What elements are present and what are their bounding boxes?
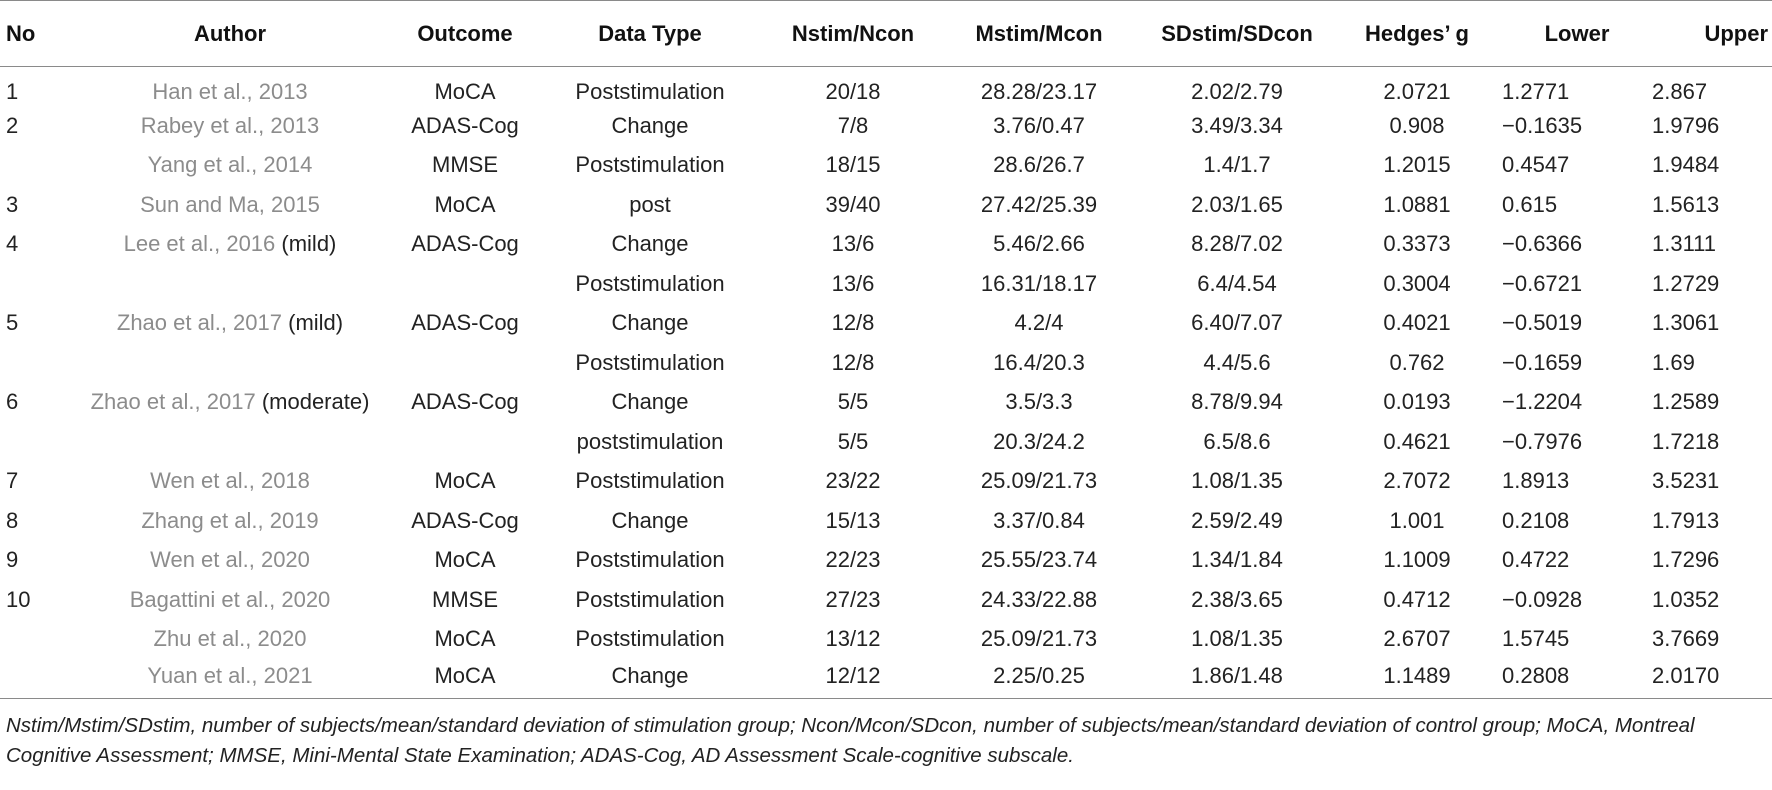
header-author: Author bbox=[60, 1, 400, 67]
cell-m: 27.42/25.39 bbox=[980, 191, 1098, 217]
cell-sd: 6.4/4.54 bbox=[1197, 270, 1277, 296]
cell-outcome: ADAS-Cog bbox=[411, 310, 519, 336]
cell-upper: 1.2589 bbox=[1652, 389, 1720, 415]
cell-no bbox=[0, 146, 60, 186]
cell-lower: 1.8913 bbox=[1502, 468, 1570, 494]
cell-n: 12/8 bbox=[831, 349, 875, 375]
cell-data-type: Change bbox=[611, 310, 689, 336]
cell-outcome: ADAS-Cog bbox=[411, 231, 519, 257]
cell-n: 12/8 bbox=[831, 310, 875, 336]
cell-n: 22/23 bbox=[825, 547, 881, 573]
cell-hedges-g: 2.6707 bbox=[1383, 626, 1451, 652]
cell-m: 3.5/3.3 bbox=[1005, 389, 1073, 415]
cell-data-type: Change bbox=[611, 231, 689, 257]
cell-lower: 0.4722 bbox=[1502, 547, 1570, 573]
cell-m: 2.25/0.25 bbox=[936, 659, 1142, 699]
cell-m: 28.6/26.7 bbox=[993, 152, 1085, 178]
cell-author bbox=[60, 580, 400, 620]
cell-outcome: ADAS-Cog bbox=[411, 112, 519, 138]
cell-data-type: Change bbox=[530, 659, 770, 699]
author-reference-link[interactable]: Han et al., 2013 bbox=[152, 78, 308, 104]
cell-upper: 2.867 bbox=[1652, 78, 1708, 104]
cell-author bbox=[60, 462, 400, 502]
header-lower: Lower bbox=[1502, 1, 1652, 67]
cell-lower: −0.7976 bbox=[1502, 428, 1583, 454]
cell-data-type: Poststimulation bbox=[575, 270, 725, 296]
cell-data-type: Poststimulation bbox=[575, 586, 725, 612]
cell-lower: 0.615 bbox=[1502, 191, 1558, 217]
cell-hedges-g: 2.0721 bbox=[1383, 78, 1451, 104]
cell-upper: 1.0352 bbox=[1652, 586, 1720, 612]
table-row bbox=[0, 541, 1772, 581]
cell-sd: 6.5/8.6 bbox=[1203, 428, 1271, 454]
cell-outcome: MoCA bbox=[434, 78, 496, 104]
cell-author bbox=[60, 67, 400, 107]
cell-outcome: MMSE bbox=[432, 152, 498, 178]
author-reference-link[interactable]: Zhu et al., 2020 bbox=[153, 626, 307, 652]
cell-lower: 0.2808 bbox=[1502, 659, 1652, 699]
cell-author bbox=[60, 304, 400, 344]
cell-lower: 0.4547 bbox=[1502, 152, 1570, 178]
table-row bbox=[0, 264, 1772, 304]
cell-upper: 1.3061 bbox=[1652, 310, 1720, 336]
cell-sd: 1.4/1.7 bbox=[1203, 152, 1271, 178]
cell-outcome: ADAS-Cog bbox=[411, 389, 519, 415]
cell-lower: −0.5019 bbox=[1502, 310, 1583, 336]
cell-upper: 1.9484 bbox=[1652, 152, 1720, 178]
header-sd: SDstim/SDcon bbox=[1142, 1, 1332, 67]
cell-m: 16.31/18.17 bbox=[980, 270, 1098, 296]
author-reference-link[interactable]: Lee et al., 2016 bbox=[123, 231, 276, 257]
cell-m: 20.3/24.2 bbox=[993, 428, 1085, 454]
cell-outcome: MoCA bbox=[400, 659, 530, 699]
cell-hedges-g: 1.1009 bbox=[1383, 547, 1451, 573]
author-severity-note: (mild) bbox=[282, 310, 344, 336]
cell-data-type: Poststimulation bbox=[575, 626, 725, 652]
cell-lower: −0.1635 bbox=[1502, 112, 1583, 138]
cell-author bbox=[60, 225, 400, 265]
cell-m: 28.28/23.17 bbox=[980, 78, 1098, 104]
cell-outcome: MoCA bbox=[434, 626, 496, 652]
cell-no: 2 bbox=[6, 112, 19, 138]
cell-hedges-g: 0.3373 bbox=[1383, 231, 1451, 257]
cell-no bbox=[0, 659, 60, 699]
cell-upper: 1.7296 bbox=[1652, 547, 1720, 573]
cell-no: 6 bbox=[6, 389, 19, 415]
cell-author bbox=[60, 264, 400, 304]
cell-hedges-g: 1.1489 bbox=[1332, 659, 1502, 699]
table-row bbox=[0, 146, 1772, 186]
cell-hedges-g: 0.4712 bbox=[1383, 586, 1451, 612]
cell-data-type: Poststimulation bbox=[575, 468, 725, 494]
table-row bbox=[0, 659, 1772, 699]
author-reference-link[interactable]: Wen et al., 2020 bbox=[150, 547, 310, 573]
cell-sd: 8.78/9.94 bbox=[1191, 389, 1283, 415]
cell-no: 4 bbox=[6, 231, 19, 257]
cell-outcome: MoCA bbox=[434, 468, 496, 494]
cell-no: 8 bbox=[6, 507, 19, 533]
cell-n: 18/15 bbox=[825, 152, 881, 178]
cell-data-type: Poststimulation bbox=[575, 78, 725, 104]
cell-lower: 0.2108 bbox=[1502, 507, 1570, 533]
author-reference-link[interactable]: Zhao et al., 2017 bbox=[116, 310, 282, 336]
cell-sd: 2.02/2.79 bbox=[1191, 78, 1283, 104]
author-reference-link[interactable]: Yang et al., 2014 bbox=[147, 152, 313, 178]
cell-data-type: Change bbox=[611, 112, 689, 138]
cell-no: 10 bbox=[6, 586, 31, 612]
table-header bbox=[0, 1, 1772, 67]
cell-sd: 3.49/3.34 bbox=[1191, 112, 1283, 138]
author-severity-note: (moderate) bbox=[255, 389, 370, 415]
cell-n: 23/22 bbox=[825, 468, 881, 494]
cell-n: 13/12 bbox=[825, 626, 881, 652]
cell-sd: 1.08/1.35 bbox=[1191, 468, 1283, 494]
cell-author bbox=[60, 501, 400, 541]
cell-m: 16.4/20.3 bbox=[993, 349, 1085, 375]
cell-m: 25.09/21.73 bbox=[980, 626, 1098, 652]
cell-hedges-g: 2.7072 bbox=[1383, 468, 1451, 494]
cell-sd: 1.86/1.48 bbox=[1142, 659, 1332, 699]
table-row bbox=[0, 580, 1772, 620]
cell-lower: −0.6366 bbox=[1502, 231, 1583, 257]
cell-hedges-g: 0.0193 bbox=[1383, 389, 1451, 415]
cell-outcome: MMSE bbox=[432, 586, 498, 612]
table-row bbox=[0, 501, 1772, 541]
cell-author bbox=[60, 541, 400, 581]
cell-upper: 3.7669 bbox=[1652, 626, 1720, 652]
cell-data-type: post bbox=[629, 191, 671, 217]
table-row bbox=[0, 67, 1772, 107]
cell-sd: 2.03/1.65 bbox=[1191, 191, 1283, 217]
table-row bbox=[0, 343, 1772, 383]
header-outcome: Outcome bbox=[400, 1, 530, 67]
cell-upper: 1.7913 bbox=[1652, 507, 1720, 533]
header-data-type: Data Type bbox=[530, 1, 770, 67]
cell-no bbox=[0, 343, 60, 383]
cell-upper: 1.3111 bbox=[1652, 231, 1717, 257]
cell-data-type: poststimulation bbox=[576, 428, 724, 454]
cell-outcome bbox=[400, 264, 530, 304]
cell-sd: 2.38/3.65 bbox=[1191, 586, 1283, 612]
author-reference-link[interactable]: Wen et al., 2018 bbox=[150, 468, 310, 494]
cell-n: 5/5 bbox=[837, 389, 869, 415]
cell-author bbox=[60, 422, 400, 462]
cell-hedges-g: 0.762 bbox=[1389, 349, 1445, 375]
table-row bbox=[0, 620, 1772, 660]
cell-outcome: ADAS-Cog bbox=[411, 507, 519, 533]
cell-n: 7/8 bbox=[837, 112, 869, 138]
cell-sd: 8.28/7.02 bbox=[1191, 231, 1283, 257]
cell-n: 15/13 bbox=[825, 507, 881, 533]
header-hedges-g: Hedges’ g bbox=[1332, 1, 1502, 67]
author-reference-link[interactable]: Zhang et al., 2019 bbox=[141, 507, 319, 533]
cell-hedges-g: 1.2015 bbox=[1383, 152, 1451, 178]
cell-no: 5 bbox=[6, 310, 19, 336]
cell-lower: 1.2771 bbox=[1502, 78, 1570, 104]
cell-m: 3.37/0.84 bbox=[993, 507, 1085, 533]
cell-lower: 1.5745 bbox=[1502, 626, 1570, 652]
cell-n: 20/18 bbox=[825, 78, 881, 104]
cell-n: 5/5 bbox=[837, 428, 869, 454]
cell-n: 12/12 bbox=[770, 659, 936, 699]
author-severity-note: (mild) bbox=[275, 231, 337, 257]
cell-hedges-g: 0.4621 bbox=[1383, 428, 1451, 454]
cell-upper: 1.7218 bbox=[1652, 428, 1720, 454]
header-n: Nstim/Ncon bbox=[770, 1, 936, 67]
cell-lower: −0.0928 bbox=[1502, 586, 1583, 612]
table-row bbox=[0, 304, 1772, 344]
cell-data-type: Change bbox=[611, 507, 689, 533]
cell-author bbox=[60, 106, 400, 146]
author-reference-link[interactable]: Sun and Ma, 2015 bbox=[140, 191, 320, 217]
cell-upper: 1.5613 bbox=[1652, 191, 1720, 217]
cell-author bbox=[60, 185, 400, 225]
cell-upper: 3.5231 bbox=[1652, 468, 1720, 494]
cell-sd: 4.4/5.6 bbox=[1203, 349, 1271, 375]
cell-m: 4.2/4 bbox=[1014, 310, 1064, 336]
cell-no bbox=[0, 422, 60, 462]
cell-author bbox=[60, 620, 400, 660]
cell-upper: 1.2729 bbox=[1652, 270, 1720, 296]
table-row bbox=[0, 462, 1772, 502]
cell-author bbox=[60, 659, 400, 699]
cell-no bbox=[0, 264, 60, 304]
cell-outcome bbox=[400, 343, 530, 383]
cell-m: 25.09/21.73 bbox=[980, 468, 1098, 494]
header-no: No bbox=[0, 1, 60, 67]
cell-hedges-g: 0.4021 bbox=[1383, 310, 1451, 336]
header-upper: Upper bbox=[1652, 1, 1772, 67]
cell-n: 13/6 bbox=[831, 231, 875, 257]
cell-no: 3 bbox=[6, 191, 19, 217]
cell-lower: −0.1659 bbox=[1502, 349, 1583, 375]
cell-n: 39/40 bbox=[825, 191, 881, 217]
cell-outcome: MoCA bbox=[434, 191, 496, 217]
cell-no bbox=[0, 620, 60, 660]
cell-sd: 2.59/2.49 bbox=[1191, 507, 1283, 533]
table-row bbox=[0, 106, 1772, 146]
cell-upper: 2.0170 bbox=[1652, 659, 1772, 699]
cell-data-type: Change bbox=[611, 389, 689, 415]
cell-hedges-g: 0.908 bbox=[1389, 112, 1445, 138]
cell-m: 25.55/23.74 bbox=[980, 547, 1098, 573]
cell-data-type: Poststimulation bbox=[575, 349, 725, 375]
header-row bbox=[0, 1, 1772, 67]
cell-n: 13/6 bbox=[831, 270, 875, 296]
cell-author bbox=[60, 146, 400, 186]
cell-data-type: Poststimulation bbox=[575, 152, 725, 178]
author-reference-link[interactable]: Zhao et al., 2017 bbox=[90, 389, 256, 415]
cell-hedges-g: 1.001 bbox=[1389, 507, 1445, 533]
cell-n: 27/23 bbox=[825, 586, 881, 612]
cell-upper: 1.69 bbox=[1652, 349, 1695, 375]
author-reference-link[interactable]: Yuan et al., 2021 bbox=[147, 662, 313, 688]
table-row bbox=[0, 422, 1772, 462]
cell-lower: −0.6721 bbox=[1502, 270, 1583, 296]
cell-no: 9 bbox=[6, 547, 19, 573]
cell-sd: 1.08/1.35 bbox=[1191, 626, 1283, 652]
cell-outcome bbox=[400, 422, 530, 462]
cell-no: 7 bbox=[6, 468, 19, 494]
table-row bbox=[0, 185, 1772, 225]
cell-sd: 1.34/1.84 bbox=[1191, 547, 1283, 573]
cell-outcome: MoCA bbox=[434, 547, 496, 573]
cell-upper: 1.9796 bbox=[1652, 112, 1720, 138]
cell-hedges-g: 0.3004 bbox=[1383, 270, 1451, 296]
cell-data-type: Poststimulation bbox=[575, 547, 725, 573]
table-row bbox=[0, 225, 1772, 265]
header-m: Mstim/Mcon bbox=[936, 1, 1142, 67]
table-row bbox=[0, 383, 1772, 423]
cell-no: 1 bbox=[6, 78, 19, 104]
author-reference-link[interactable]: Bagattini et al., 2020 bbox=[129, 586, 331, 612]
cell-author bbox=[60, 343, 400, 383]
cell-lower: −1.2204 bbox=[1502, 389, 1583, 415]
table-footnote: Nstim/Mstim/SDstim, number of subjects/mean/standard deviation of stimulation group; Ncon/Mcon/SDcon, number of subjects/mean/standard deviation of control group; MoCA, Montreal Cognitive Assessment; MMSE, Mini-Mental State Examination; ADAS-Cog, AD Assessment Scale-cognitive subscale. bbox=[6, 714, 1695, 767]
cell-m: 5.46/2.66 bbox=[993, 231, 1085, 257]
table-body bbox=[0, 67, 1772, 699]
cell-sd: 6.40/7.07 bbox=[1191, 310, 1283, 336]
cell-m: 24.33/22.88 bbox=[980, 586, 1098, 612]
cell-m: 3.76/0.47 bbox=[993, 112, 1085, 138]
cell-author bbox=[60, 383, 400, 423]
cell-hedges-g: 1.0881 bbox=[1383, 191, 1451, 217]
author-reference-link[interactable]: Rabey et al., 2013 bbox=[140, 112, 320, 138]
